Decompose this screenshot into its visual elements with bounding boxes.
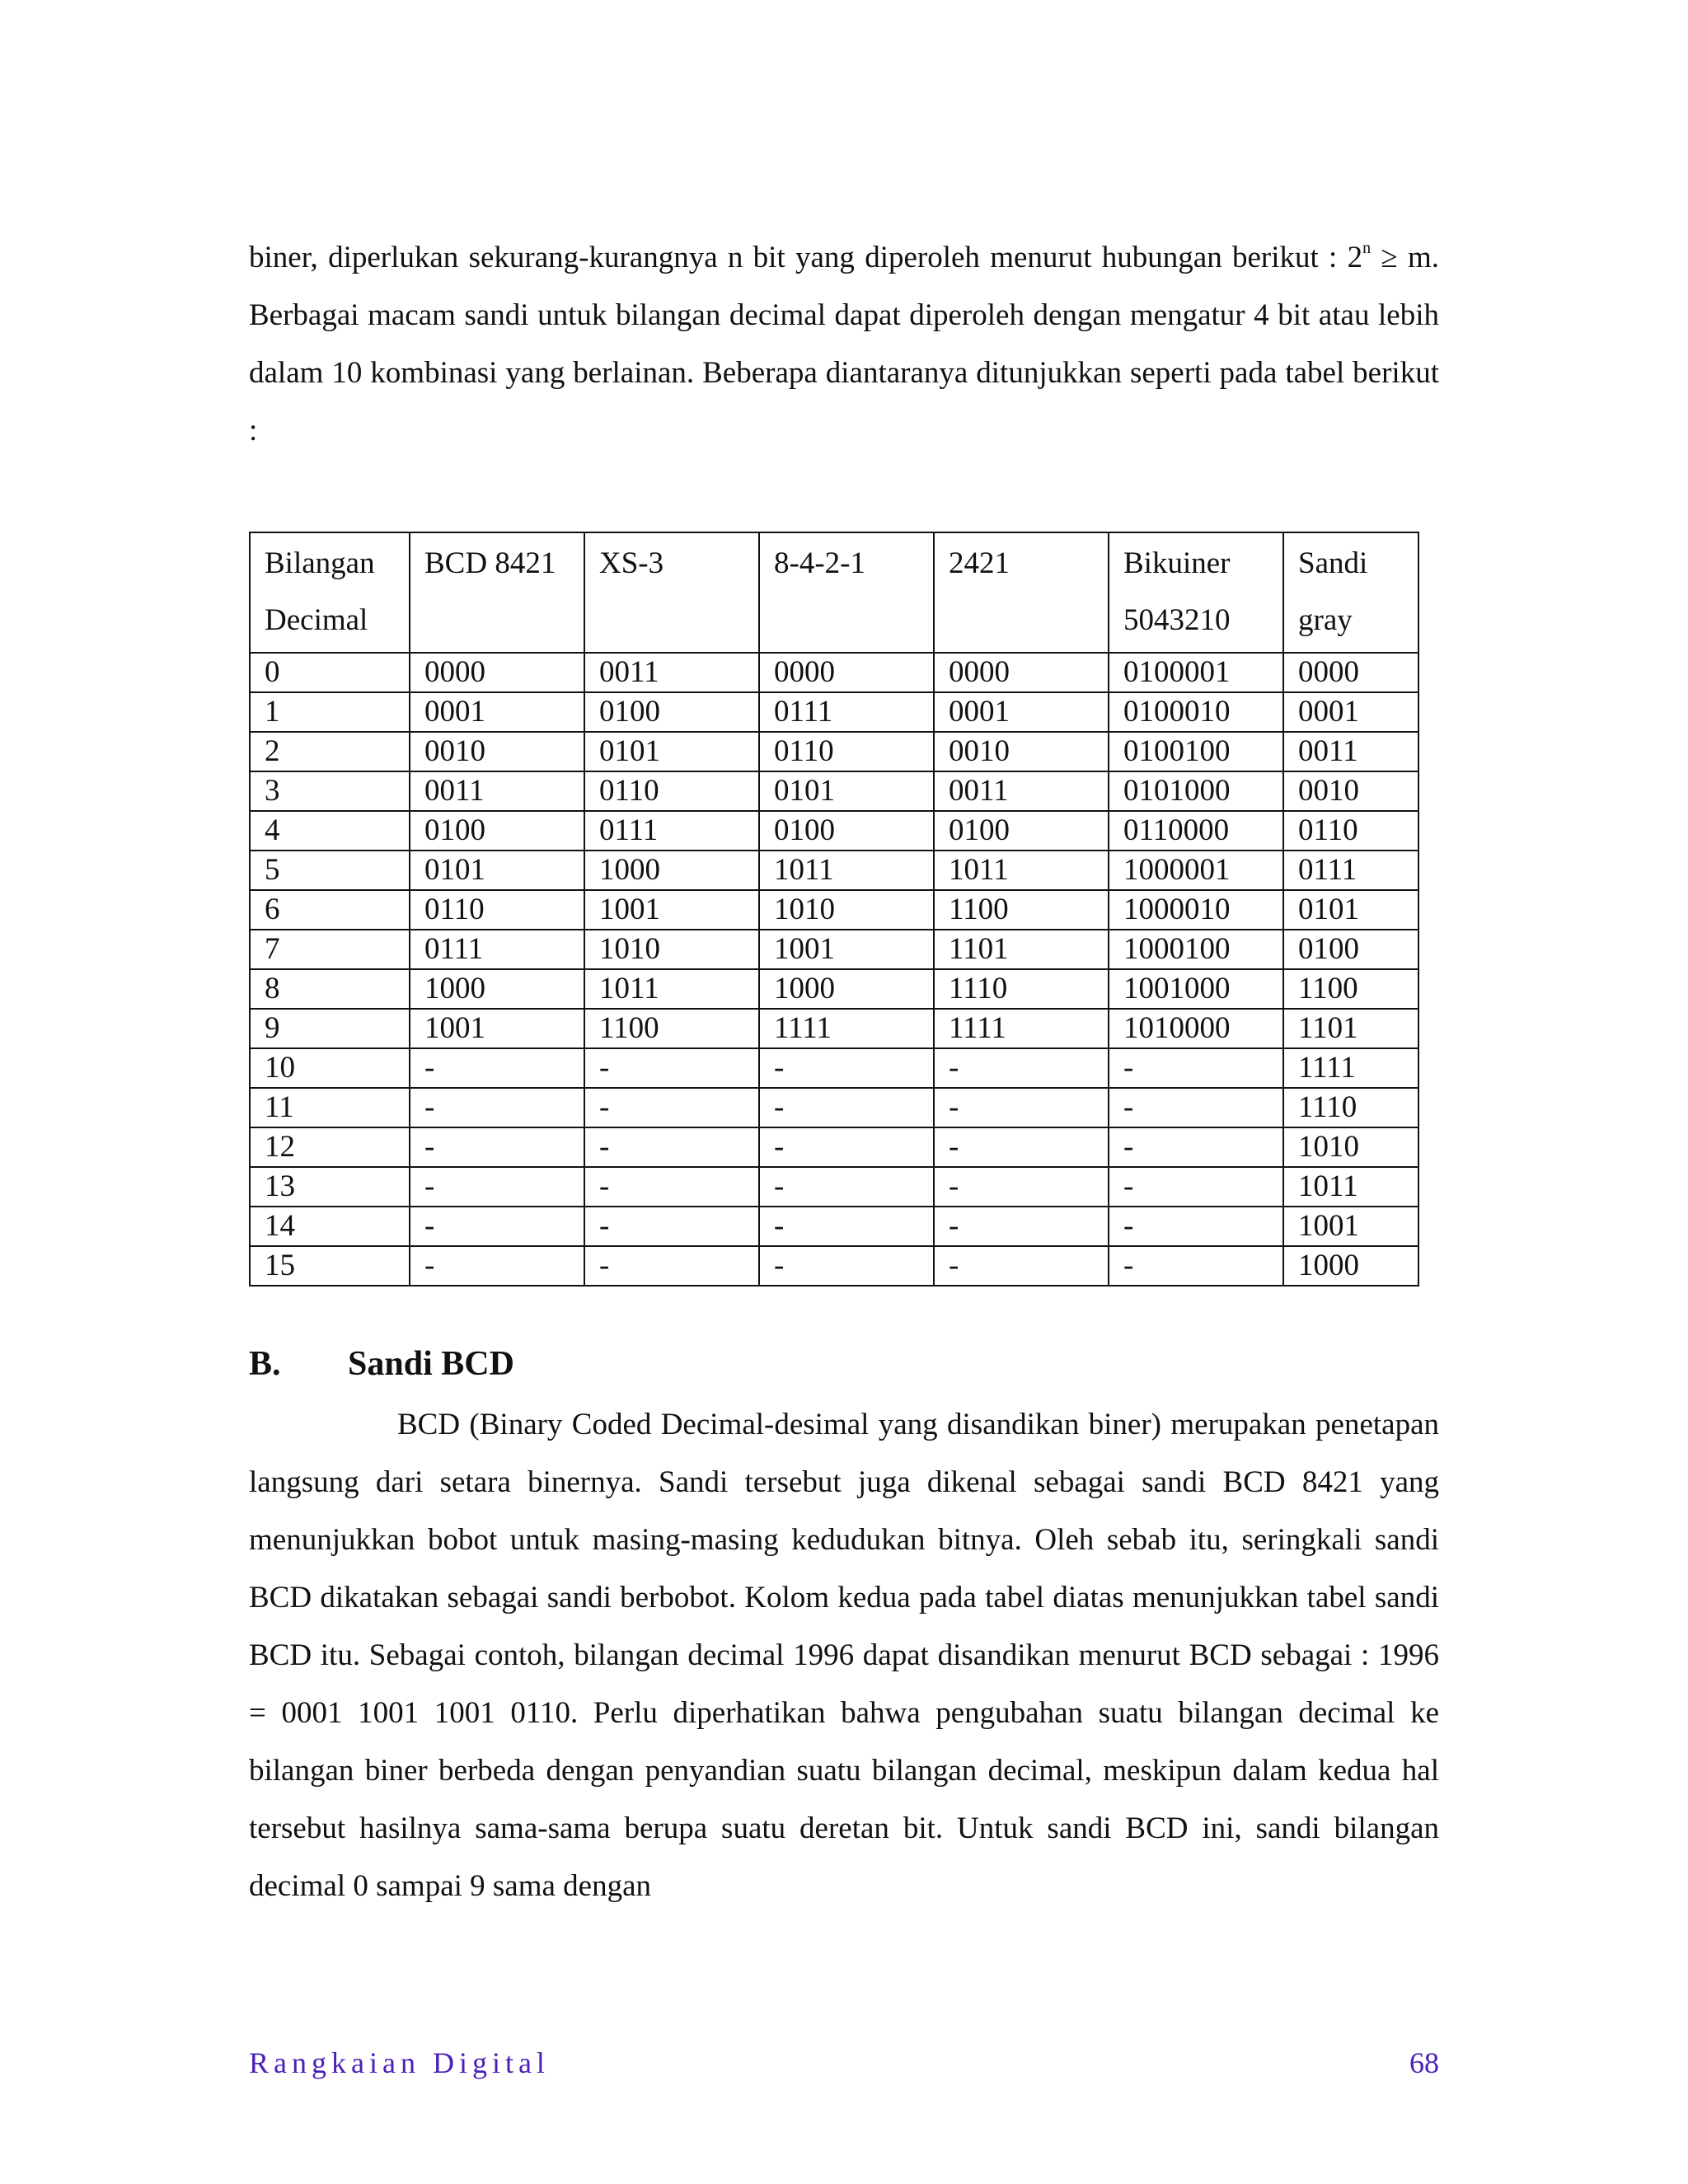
table-cell: 0011 — [584, 653, 759, 692]
table-cell: 0110000 — [1109, 811, 1283, 851]
table-cell: - — [584, 1048, 759, 1088]
header-line-1: Sandi — [1298, 546, 1368, 580]
table-cell: 1011 — [584, 969, 759, 1009]
table-cell: 0010 — [934, 732, 1109, 771]
footer-book-title: Rangkaian Digital — [249, 2046, 550, 2079]
table-cell: 14 — [250, 1207, 410, 1246]
section-heading — [249, 1335, 514, 1393]
header-line-2: Decimal — [265, 603, 368, 637]
table-cell: 0110 — [759, 732, 934, 771]
table-cell: 1100 — [584, 1009, 759, 1048]
table-cell: - — [934, 1048, 1109, 1088]
table-cell: 0011 — [1283, 732, 1418, 771]
table-row — [250, 1009, 1418, 1048]
table-cell: 1000 — [759, 969, 934, 1009]
table-cell: 0011 — [410, 771, 584, 811]
table-cell: 0010 — [1283, 771, 1418, 811]
table-cell: - — [584, 1088, 759, 1127]
table-cell: 9 — [250, 1009, 410, 1048]
table-cell: 0101 — [1283, 890, 1418, 930]
table-cell: 0110 — [410, 890, 584, 930]
intro-paragraph — [249, 229, 1439, 460]
table-cell: - — [934, 1207, 1109, 1246]
table-row — [250, 851, 1418, 890]
code-table-body — [250, 653, 1418, 1286]
table-cell: 1001 — [759, 930, 934, 969]
table-row — [250, 732, 1418, 771]
table-cell: - — [584, 1246, 759, 1286]
table-cell: - — [759, 1127, 934, 1167]
table-cell: - — [1109, 1088, 1283, 1127]
table-cell: 0111 — [759, 692, 934, 732]
table-cell: 0100 — [934, 811, 1109, 851]
table-cell: 0100001 — [1109, 653, 1283, 692]
header-line-1: Bilangan — [265, 546, 375, 580]
table-row — [250, 811, 1418, 851]
table-cell: - — [759, 1048, 934, 1088]
header-line-2: gray — [1298, 603, 1353, 637]
table-cell: 0110 — [1283, 811, 1418, 851]
table-cell: - — [410, 1207, 584, 1246]
table-cell: 1000 — [410, 969, 584, 1009]
table-cell: - — [759, 1207, 934, 1246]
table-row — [250, 1246, 1418, 1286]
table-cell: - — [934, 1127, 1109, 1167]
table-cell: - — [1109, 1048, 1283, 1088]
table-cell: 0000 — [759, 653, 934, 692]
table-cell: 1010 — [1283, 1127, 1418, 1167]
table-row — [250, 930, 1418, 969]
table-cell: 0011 — [934, 771, 1109, 811]
table-row — [250, 1127, 1418, 1167]
header-line-2: 5043210 — [1123, 603, 1231, 637]
table-cell: 0000 — [934, 653, 1109, 692]
table-cell: 0001 — [934, 692, 1109, 732]
table-cell: 10 — [250, 1048, 410, 1088]
table-cell: 1100 — [1283, 969, 1418, 1009]
table-cell: 1000010 — [1109, 890, 1283, 930]
table-cell: 1011 — [1283, 1167, 1418, 1207]
table-cell: - — [410, 1048, 584, 1088]
superscript-n: n — [1362, 239, 1372, 257]
table-cell: 8 — [250, 969, 410, 1009]
table-cell: 1000001 — [1109, 851, 1283, 890]
table-cell: 1000 — [1283, 1246, 1418, 1286]
table-row — [250, 890, 1418, 930]
table-cell: 6 — [250, 890, 410, 930]
table-cell: 1111 — [759, 1009, 934, 1048]
table-row — [250, 969, 1418, 1009]
table-cell: 0101000 — [1109, 771, 1283, 811]
intro-text-part1: biner, diperlukan sekurang-kurangnya n bit yang diperoleh menurut hubungan berikut : 2 — [249, 241, 1363, 274]
table-cell: 1100 — [934, 890, 1109, 930]
table-cell: - — [1109, 1167, 1283, 1207]
table-cell: 1101 — [1283, 1009, 1418, 1048]
table-cell: 0100 — [759, 811, 934, 851]
table-cell: 1001 — [410, 1009, 584, 1048]
table-cell: - — [934, 1088, 1109, 1127]
table-cell: 1110 — [934, 969, 1109, 1009]
table-cell: - — [410, 1167, 584, 1207]
code-table — [249, 532, 1419, 1286]
table-cell: 1011 — [934, 851, 1109, 890]
table-cell: 4 — [250, 811, 410, 851]
table-row — [250, 1167, 1418, 1207]
table-cell: - — [934, 1246, 1109, 1286]
table-cell: 0000 — [410, 653, 584, 692]
table-cell: 1010 — [584, 930, 759, 969]
table-cell: 1011 — [759, 851, 934, 890]
table-cell: - — [1109, 1246, 1283, 1286]
table-cell: 1110 — [1283, 1088, 1418, 1127]
table-cell: 0100 — [410, 811, 584, 851]
header-row — [250, 532, 1418, 653]
table-cell: - — [584, 1167, 759, 1207]
table-cell: 0 — [250, 653, 410, 692]
code-table-header — [250, 532, 1418, 653]
table-cell: 1000 — [584, 851, 759, 890]
section-body-paragraph: BCD (Binary Coded Decimal-desimal yang disandikan biner) merupakan penetapan langsung dari setara binernya. Sandi tersebut juga dikenal sebagai sandi BCD 8421 yang menunjukkan bobot untuk masing-masing kedudukan bitnya. Oleh sebab itu, seringkali sandi BCD dikatakan sebagai sandi berbobot. Kolom kedua pada tabel diatas menunjukkan tabel sandi BCD itu. Sebagai contoh, bilangan decimal 1996 dapat disandikan menurut BCD sebagai : 1996 = 0001 1001 1001 0110. Perlu diperhatikan bahwa pengubahan suatu bilangan decimal ke bilangan biner berbeda dengan penyandian suatu bilangan decimal, meskipun dalam kedua hal tersebut hasilnya sama-sama berupa suatu deretan bit. Untuk sandi BCD ini, sandi bilangan decimal 0 sampai 9 sama dengan — [249, 1408, 1439, 1903]
table-cell: 0110 — [584, 771, 759, 811]
header-line-1: XS-3 — [599, 546, 664, 580]
table-row — [250, 692, 1418, 732]
table-cell: - — [759, 1246, 934, 1286]
header-cell — [759, 532, 934, 653]
table-row — [250, 771, 1418, 811]
table-cell: 5 — [250, 851, 410, 890]
table-cell: 0001 — [1283, 692, 1418, 732]
table-cell: - — [759, 1167, 934, 1207]
table-cell: 0100 — [1283, 930, 1418, 969]
table-cell: 0000 — [1283, 653, 1418, 692]
table-row — [250, 1048, 1418, 1088]
table-cell: 1010 — [759, 890, 934, 930]
table-cell: 0010 — [410, 732, 584, 771]
table-cell: - — [584, 1207, 759, 1246]
footer-page-number: 68 — [1409, 2046, 1439, 2079]
table-cell: 2 — [250, 732, 410, 771]
table-cell: 1111 — [1283, 1048, 1418, 1088]
table-cell: 12 — [250, 1127, 410, 1167]
header-cell — [410, 532, 584, 653]
table-cell: 1001 — [1283, 1207, 1418, 1246]
table-row — [250, 1088, 1418, 1127]
table-cell: 1010000 — [1109, 1009, 1283, 1048]
table-cell: 3 — [250, 771, 410, 811]
table-cell: - — [1109, 1207, 1283, 1246]
table-cell: 1001 — [584, 890, 759, 930]
header-cell — [250, 532, 410, 653]
table-cell: - — [410, 1088, 584, 1127]
table-cell: 1001000 — [1109, 969, 1283, 1009]
table-cell: - — [584, 1127, 759, 1167]
header-line-1: 2421 — [949, 546, 1010, 580]
intro-text-part2: ≥ m. Berbagai macam sandi untuk bilangan decimal dapat diperoleh dengan mengatur 4 bit atau lebih dalam 10 kombinasi yang berlainan. Beberapa diantaranya ditunjukkan seperti pada tabel berikut : — [249, 241, 1439, 448]
header-cell — [1109, 532, 1283, 653]
table-cell: 0100100 — [1109, 732, 1283, 771]
table-cell: 1 — [250, 692, 410, 732]
table-cell: 11 — [250, 1088, 410, 1127]
table-cell: - — [1109, 1127, 1283, 1167]
table-cell: 0101 — [759, 771, 934, 811]
header-line-1: 8-4-2-1 — [774, 546, 865, 580]
table-cell: 0100 — [584, 692, 759, 732]
table-cell: 0101 — [584, 732, 759, 771]
table-cell: 0111 — [1283, 851, 1418, 890]
table-cell: 0100010 — [1109, 692, 1283, 732]
table-cell: - — [410, 1127, 584, 1167]
table-cell: - — [934, 1167, 1109, 1207]
table-cell: 0111 — [584, 811, 759, 851]
table-cell: - — [759, 1088, 934, 1127]
header-cell — [1283, 532, 1418, 653]
table-cell: 0001 — [410, 692, 584, 732]
table-cell: - — [410, 1246, 584, 1286]
table-cell: 13 — [250, 1167, 410, 1207]
table-cell: 0101 — [410, 851, 584, 890]
section-number: B. — [249, 1345, 281, 1383]
header-cell — [584, 532, 759, 653]
header-line-1: BCD 8421 — [424, 546, 556, 580]
header-cell — [934, 532, 1109, 653]
section-title: Sandi BCD — [348, 1345, 514, 1383]
table-cell: 0111 — [410, 930, 584, 969]
table-cell: 1000100 — [1109, 930, 1283, 969]
table-row — [250, 653, 1418, 692]
table-cell: 15 — [250, 1246, 410, 1286]
table-row — [250, 1207, 1418, 1246]
table-cell: 1111 — [934, 1009, 1109, 1048]
header-line-1: Bikuiner — [1123, 546, 1231, 580]
table-cell: 1101 — [934, 930, 1109, 969]
table-cell: 7 — [250, 930, 410, 969]
